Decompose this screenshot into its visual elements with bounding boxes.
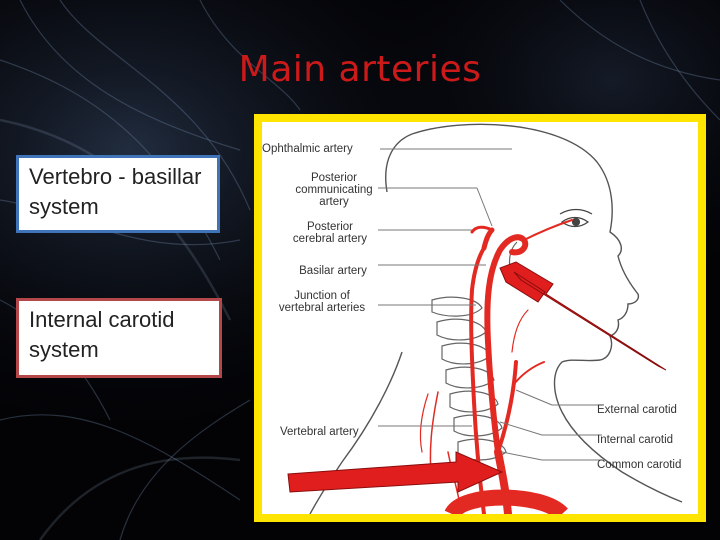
arteries-figure-frame [254, 114, 706, 522]
label-line: communicating [295, 184, 373, 196]
label-external-carotid: External carotid [597, 404, 677, 416]
label-internal-carotid: Internal carotid [597, 434, 674, 446]
label-vertebral-artery: Vertebral artery [280, 426, 359, 438]
label-line: Posterior [310, 172, 358, 184]
label-line: vertebral arteries [278, 302, 366, 314]
vertebro-basilar-label: Vertebro - basillar system [29, 164, 202, 219]
label-ophthalmic-artery: Ophthalmic artery [262, 143, 353, 155]
label-line: artery [319, 196, 349, 208]
label-posterior-communicating-artery [290, 172, 378, 208]
internal-carotid-box [16, 298, 222, 378]
label-basilar-artery: Basilar artery [299, 265, 367, 277]
label-line: Posterior [306, 221, 354, 233]
vertebro-basilar-box [16, 155, 220, 233]
internal-carotid-label: Internal carotid system [29, 307, 175, 362]
arteries-figure [262, 122, 698, 514]
label-junction-vertebral-arteries [266, 290, 378, 314]
label-posterior-cerebral-artery [282, 221, 378, 245]
slide-title: Main arteries [238, 49, 482, 90]
label-line: Junction of [294, 290, 350, 302]
eye-icon [560, 210, 592, 227]
label-common-carotid: Common carotid [597, 459, 682, 471]
arrow-to-internal-carotid-icon [500, 262, 666, 370]
arrow-to-vertebral-icon [288, 452, 502, 492]
label-line: cerebral artery [292, 233, 368, 245]
